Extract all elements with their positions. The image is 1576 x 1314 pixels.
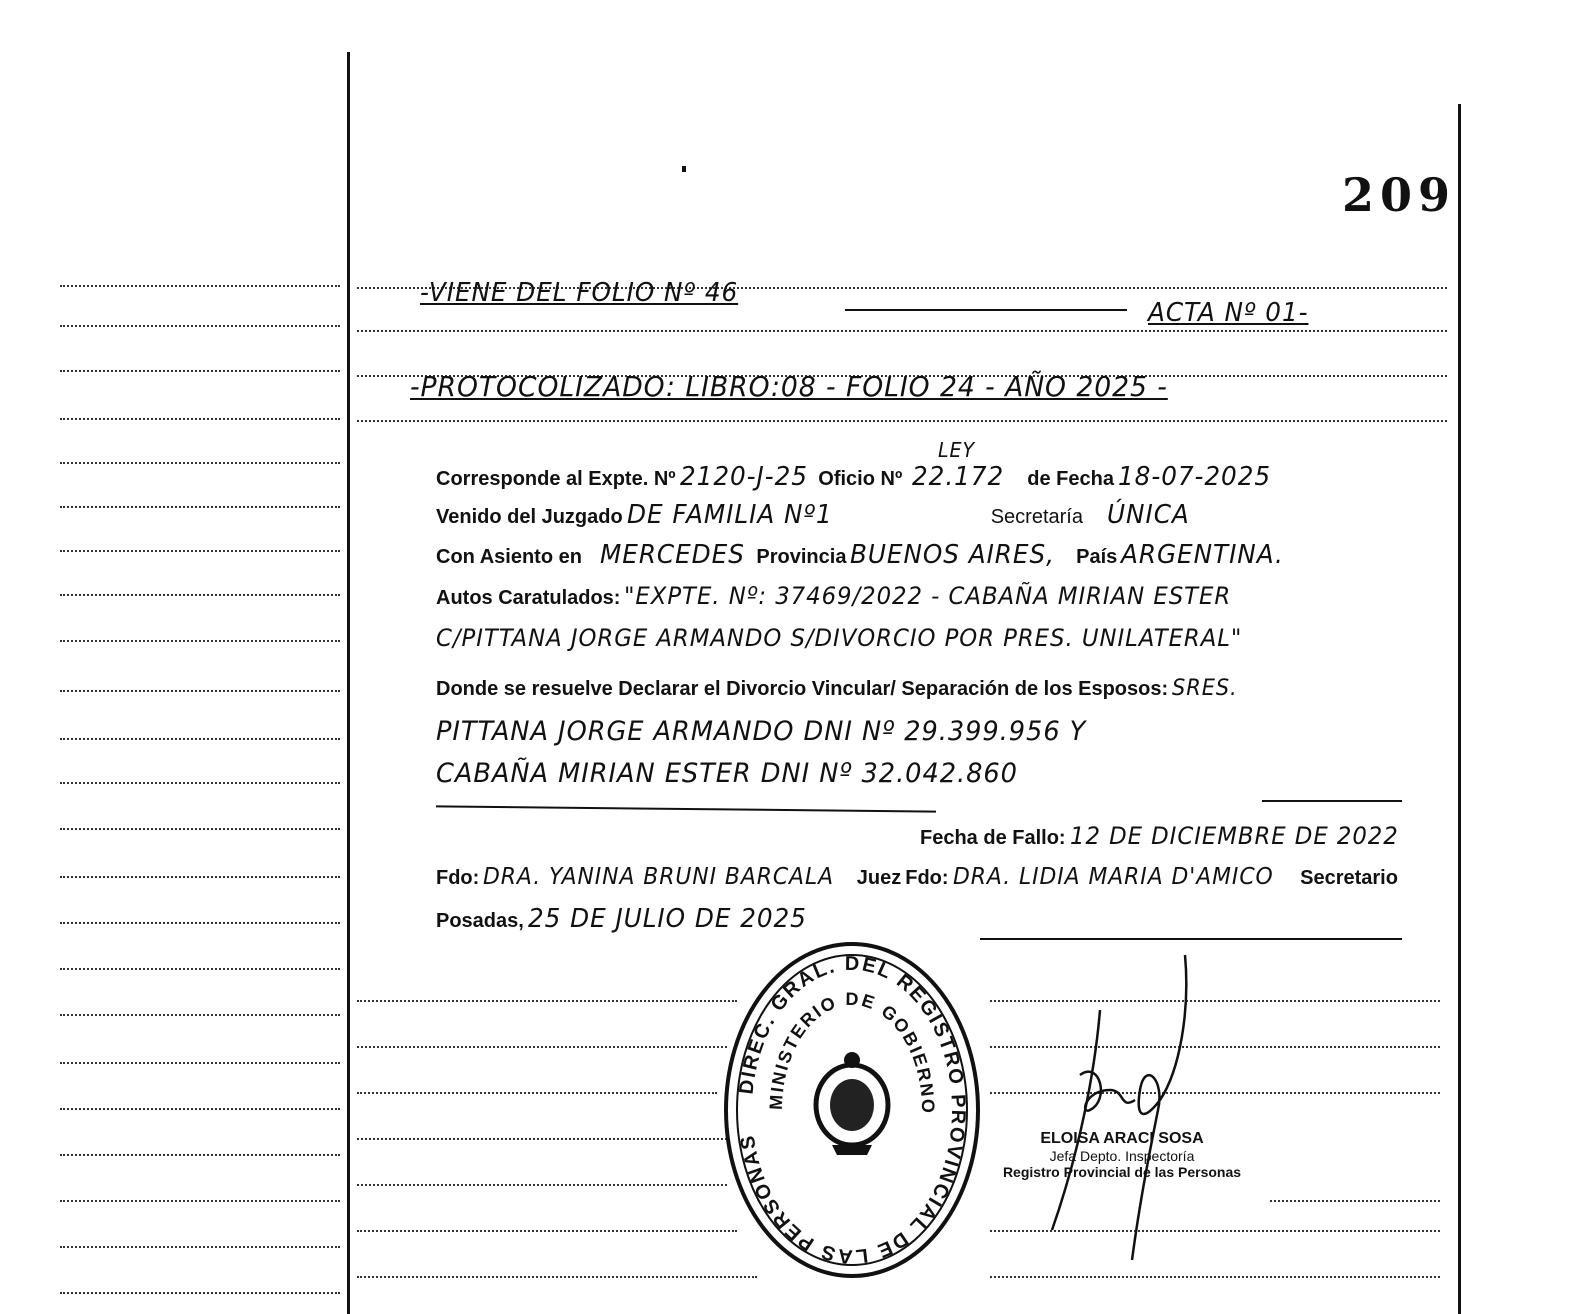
right-vertical-line	[1458, 104, 1461, 1314]
fallo-label: Fecha de Fallo:	[920, 827, 1066, 849]
fdo2-label: Fdo:	[905, 867, 949, 889]
ley-note: LEY	[938, 438, 976, 462]
juzgado-value: DE FAMILIA Nº1	[626, 500, 833, 530]
esposo-rule-left	[436, 805, 936, 812]
row-fallo	[920, 822, 1416, 850]
secretario-label: Secretario	[1300, 867, 1398, 889]
juzgado-label: Venido del Juzgado	[436, 506, 623, 528]
seal-graphic	[722, 940, 982, 1280]
fecha-label: de Fecha	[1027, 468, 1114, 490]
posadas-value: 25 DE JULIO DE 2025	[527, 904, 807, 934]
oficio-value: 22.172	[912, 462, 1005, 492]
provincia-value: BUENOS AIRES,	[850, 540, 1056, 570]
juez-label: Juez	[856, 867, 902, 889]
official-seal	[722, 940, 982, 1280]
provincia-label: Provincia	[756, 546, 847, 568]
secretaria-value: ÚNICA	[1106, 500, 1190, 530]
row-autos	[436, 582, 1264, 610]
coat-of-arms-icon	[816, 1052, 888, 1155]
expte-value: 2120-J-25	[679, 462, 808, 492]
esposo-2: CABAÑA MIRIAN ESTER DNI Nº 32.042.860	[436, 758, 1018, 789]
handwritten-signature	[1040, 950, 1210, 1270]
row-autos-2	[436, 624, 1285, 652]
viene-folio-rule	[845, 309, 1127, 311]
autos-value-2: C/PITTANA JORGE ARMANDO S/DIVORCIO POR PRES. UNILATERAL"	[436, 624, 1243, 652]
pais-value: ARGENTINA.	[1121, 540, 1285, 570]
posadas-rule	[980, 938, 1402, 940]
ink-dot	[682, 166, 686, 172]
protocolizado-text: -PROTOCOLIZADO: LIBRO:08 - FOLIO 24 - AÑO 2025 -	[410, 370, 1168, 403]
posadas-label: Posadas,	[436, 910, 524, 932]
row-juzgado	[436, 500, 1194, 530]
esposo-1: PITTANA JORGE ARMANDO DNI Nº 29.399.956 Y	[436, 716, 1087, 747]
secretario-value: DRA. LIDIA MARIA D'AMICO	[952, 864, 1274, 890]
expte-label: Corresponde al Expte. Nº	[436, 468, 676, 490]
margin-vertical-line	[347, 52, 350, 1314]
signature-block	[982, 1130, 1262, 1180]
row-esposo-2	[436, 758, 1049, 789]
juez-value: DRA. YANINA BRUNI BARCALA	[483, 864, 835, 890]
row-firmas	[436, 864, 1398, 890]
signatory-role: Jefa Depto. Inspectoría	[1049, 1148, 1195, 1164]
row-resuelve	[436, 676, 1241, 701]
autos-value-1: "EXPTE. Nº: 37469/2022 - CABAÑA MIRIAN ESTER	[624, 582, 1232, 610]
fdo-label: Fdo:	[436, 867, 480, 889]
acta-text: ACTA Nº 01-	[1148, 298, 1309, 328]
seal-outer-path: DIREC. GRAL. DEL REGISTRO PROVINCIAL DE LAS PERSONAS	[735, 952, 970, 1268]
pais-label: País	[1076, 546, 1118, 568]
resuelve-label: Donde se resuelve Declarar el Divorcio Vincular/ Separación de los Esposos:	[436, 678, 1169, 700]
esposo-rule-right	[1262, 800, 1402, 802]
autos-label: Autos Caratulados:	[436, 587, 621, 609]
asiento-label: Con Asiento en	[436, 546, 582, 568]
page-number: 209	[1342, 168, 1457, 222]
row-asiento	[436, 540, 1293, 570]
signatory-org: Registro Provincial de las Personas	[1002, 1164, 1242, 1180]
viene-folio-text: -VIENE DEL FOLIO Nº 46	[420, 278, 739, 308]
secretaria-label: Secretaría	[990, 506, 1083, 528]
row-posadas	[436, 904, 821, 934]
oficio-label: Oficio Nº	[818, 468, 903, 490]
signatory-name: ELOISA ARACI SOSA	[1040, 1130, 1204, 1147]
resuelve-value: SRES.	[1172, 676, 1238, 701]
fecha-value: 18-07-2025	[1117, 462, 1272, 492]
asiento-value: MERCEDES	[599, 540, 745, 570]
seal-inner-path: MINISTERIO DE GOBIERNO	[765, 988, 939, 1116]
row-expte	[436, 462, 1279, 492]
row-esposo-1	[436, 716, 1121, 747]
fallo-value: 12 DE DICIEMBRE DE 2022	[1069, 822, 1399, 850]
